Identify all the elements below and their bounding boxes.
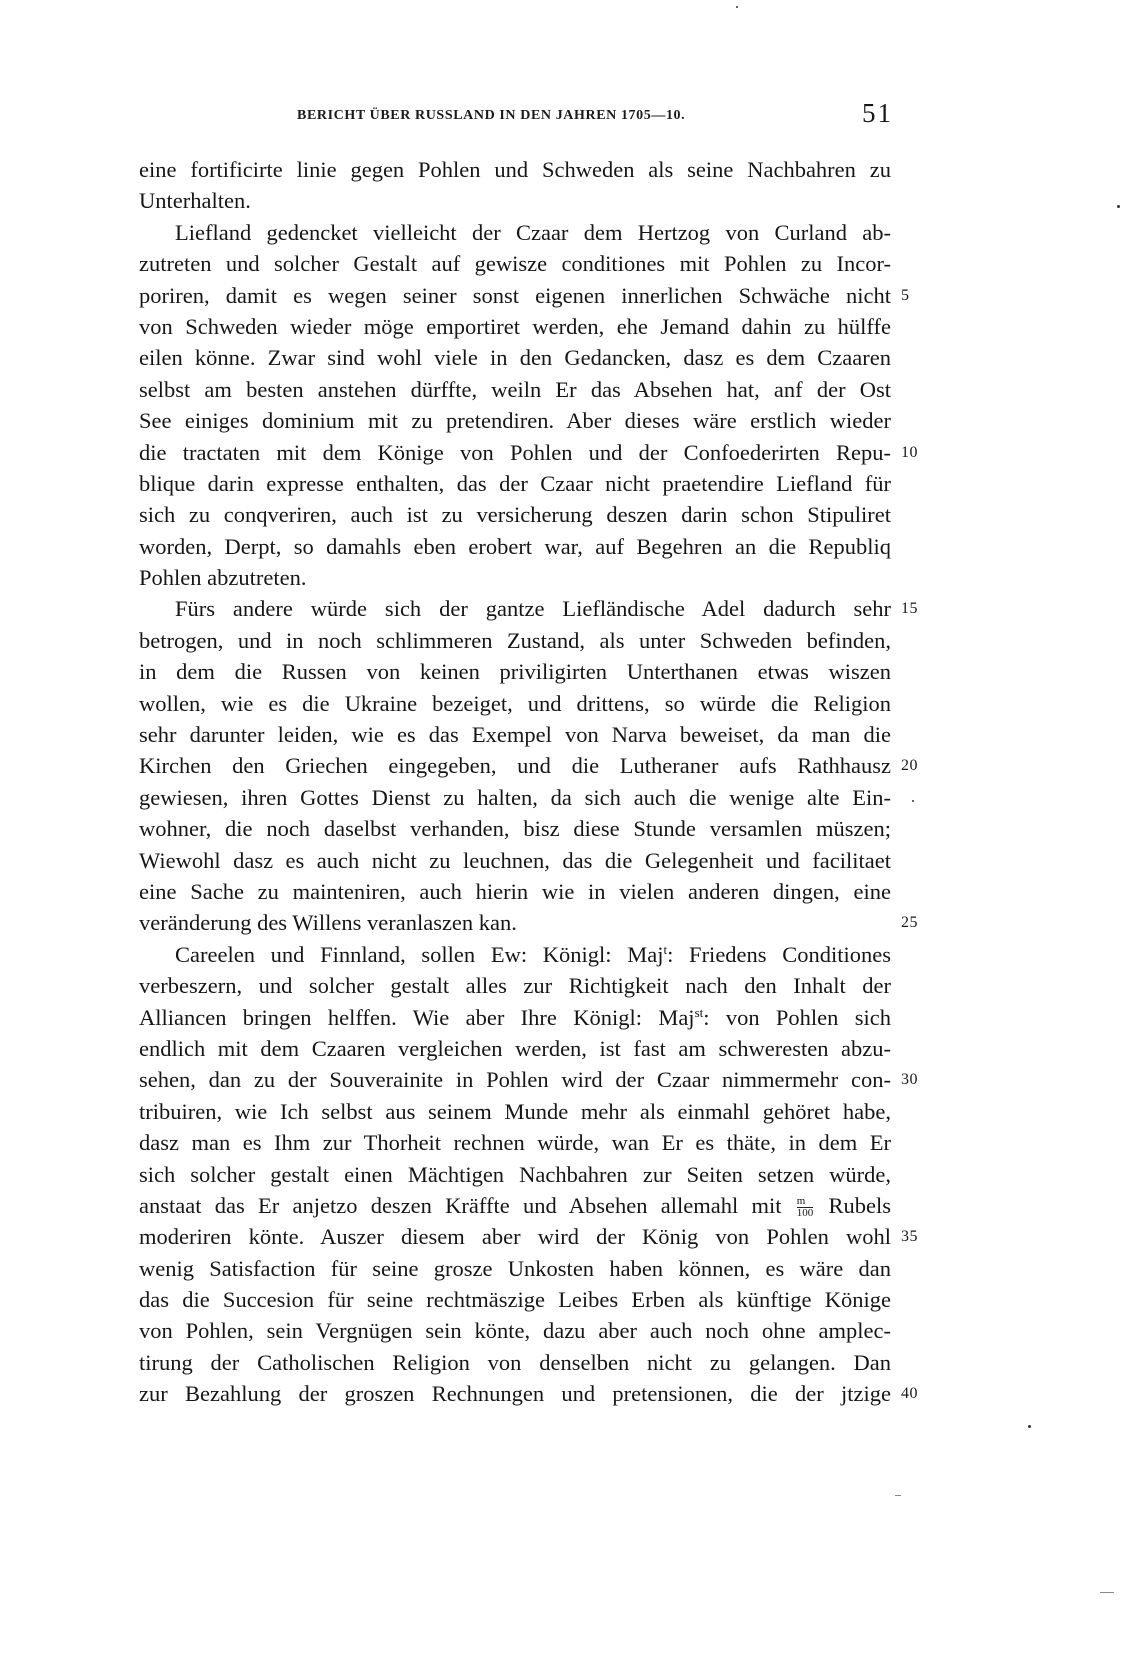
line-number: 5 bbox=[901, 286, 910, 304]
text-line: verbeszern, und solcher gestalt alles zur Richtigkeit nach den Inhalt der bbox=[139, 973, 891, 999]
text-line: sehr darunter leiden, wie es das Exempel von Narva beweiset, da man die bbox=[139, 722, 891, 748]
text-line: eilen könne. Zwar sind wohl viele in den Gedancken, dasz es dem Czaaren bbox=[139, 345, 891, 371]
text-line: Pohlen abzutreten. bbox=[139, 565, 307, 591]
text-line: dasz man es Ihm zur Thorheit rechnen würde, wan Er es thäte, in dem Er bbox=[139, 1130, 891, 1156]
running-head: BERICHT ÜBER RUSSLAND IN DEN JAHREN 1705—10. bbox=[297, 108, 686, 123]
line-number: 25 bbox=[901, 914, 918, 932]
text-line: zur Bezahlung der groszen Rechnungen und pretensionen, die der jtzige 40 bbox=[139, 1378, 891, 1409]
text-line: gewiesen, ihren Gottes Dienst zu halten, da sich auch die wenige alte Ein- bbox=[139, 784, 891, 810]
text-line: anstaat das Er anjetzo deszen Kräffte und Absehen allemahl mit $\frac{m}{100}$ Rubels bbox=[139, 1192, 891, 1220]
page-number: 51 bbox=[862, 98, 893, 128]
text-line: Careelen und Finnland, sollen Ew: Königl: Maj$^t$: Friedens Conditiones bbox=[175, 941, 891, 967]
body-text bbox=[139, 154, 918, 1410]
line-number: 30 bbox=[901, 1071, 918, 1089]
text-line: wenig Satisfaction für seine grosze Unkosten haben können, es wäre dan bbox=[139, 1255, 891, 1281]
text-line: wollen, wie es die Ukraine bezeiget, und drittens, so würde die Religion bbox=[139, 690, 891, 716]
text-line: selbst am besten anstehen dürffte, weiln Er das Absehen hat, anf der Ost bbox=[139, 376, 891, 402]
text-line: sich solcher gestalt einen Mächtigen Nachbahren zur Seiten setzen würde, bbox=[139, 1161, 891, 1187]
text-line: sich zu conqveriren, auch ist zu versicherung deszen darin schon Stipuliret bbox=[139, 502, 891, 528]
scan-mark bbox=[1100, 1592, 1114, 1593]
text-line: Kirchen den Griechen eingegeben, und die Lutheraner aufs Rathhausz 20 bbox=[139, 750, 891, 781]
line-number: 10 bbox=[901, 443, 918, 461]
text-line: Liefland gedencket vielleicht der Czaar dem Hertzog von Curland ab- bbox=[175, 219, 891, 245]
text-line: in dem die Russen von keinen priviligirten Unterthanen etwas wiszen bbox=[139, 659, 891, 685]
line-number: 35 bbox=[901, 1228, 918, 1246]
superscript: st bbox=[694, 1004, 704, 1020]
text-line: Fürs andere würde sich der gantze Liefländische Adel dadurch sehr 15 bbox=[139, 593, 891, 624]
text-line: See einiges dominium mit zu pretendiren. Aber dieses wäre erstlich wieder bbox=[139, 408, 891, 434]
text-line: poriren, damit es wegen seiner sonst eigenen innerlichen Schwäche nicht 5 bbox=[139, 280, 891, 311]
text-line: zutreten und solcher Gestalt auf gewisze conditiones mit Pohlen zu Incor- bbox=[139, 251, 891, 277]
text-line: blique darin expresse enthalten, das der Czaar nicht praetendire Liefland für bbox=[139, 470, 891, 496]
text-line: betrogen, und in noch schlimmeren Zustand, als unter Schweden befinden, bbox=[139, 627, 891, 653]
text-line: wohner, die noch daselbst verhanden, bisz diese Stunde versamlen müszen; bbox=[139, 816, 891, 842]
scan-speck bbox=[1117, 205, 1120, 208]
text-line: von Schweden wieder möge emportiret werden, ehe Jemand dahin zu hülffe bbox=[139, 313, 891, 339]
line-number: 15 bbox=[901, 600, 918, 618]
scan-speck bbox=[912, 800, 914, 802]
text-line: Unterhalten. bbox=[139, 188, 251, 214]
text-line: die tractaten mit dem Könige von Pohlen und der Confoederirten Repu- 10 bbox=[139, 437, 891, 468]
text-line: tribuiren, wie Ich selbst aus seinem Munde mehr als einmahl gehöret habe, bbox=[139, 1098, 891, 1124]
line-number: 40 bbox=[901, 1385, 918, 1403]
text-line: endlich mit dem Czaaren vergleichen werden, ist fast am schweresten abzu- bbox=[139, 1035, 891, 1061]
text-line: eine Sache zu mainteniren, auch hierin wie in vielen anderen dingen, eine bbox=[139, 878, 891, 904]
superscript: t bbox=[663, 941, 668, 957]
scan-speck bbox=[1028, 1425, 1031, 1428]
text-line: eine fortificirte linie gegen Pohlen und Schweden als seine Nachbahren zu bbox=[139, 157, 891, 182]
text-line: tirung der Catholischen Religion von denselben nicht zu gelangen. Dan bbox=[139, 1349, 891, 1375]
text-line: Alliancen bringen helffen. Wie aber Ihre Königl: Maj$^{st}$: von Pohlen sich bbox=[139, 1004, 891, 1030]
text-line: worden, Derpt, so damahls eben erobert war, auf Begehren an die Republiq bbox=[139, 533, 891, 559]
text-line: von Pohlen, sein Vergnügen sein könte, dazu aber auch noch ohne amplec- bbox=[139, 1318, 891, 1344]
scan-mark bbox=[895, 1495, 901, 1496]
text-line: sehen, dan zu der Souverainite in Pohlen wird der Czaar nimmermehr con- 30 bbox=[139, 1064, 891, 1095]
fraction: $\frac{m}{100}$ bbox=[796, 1195, 814, 1220]
text-line: Wiewohl dasz es auch nicht zu leuchnen, das die Gelegenheit und facilitaet bbox=[139, 847, 891, 873]
line-number: 20 bbox=[901, 757, 918, 775]
text-line: moderiren könte. Auszer diesem aber wird der König von Pohlen wohl 35 bbox=[139, 1221, 891, 1252]
text-line: veränderung des Willens veranlaszen kan. 25 bbox=[139, 907, 891, 938]
scan-speck bbox=[736, 6, 738, 8]
text-line: das die Succesion für seine rechtmäszige Leibes Erben als künftige Könige bbox=[139, 1287, 891, 1313]
